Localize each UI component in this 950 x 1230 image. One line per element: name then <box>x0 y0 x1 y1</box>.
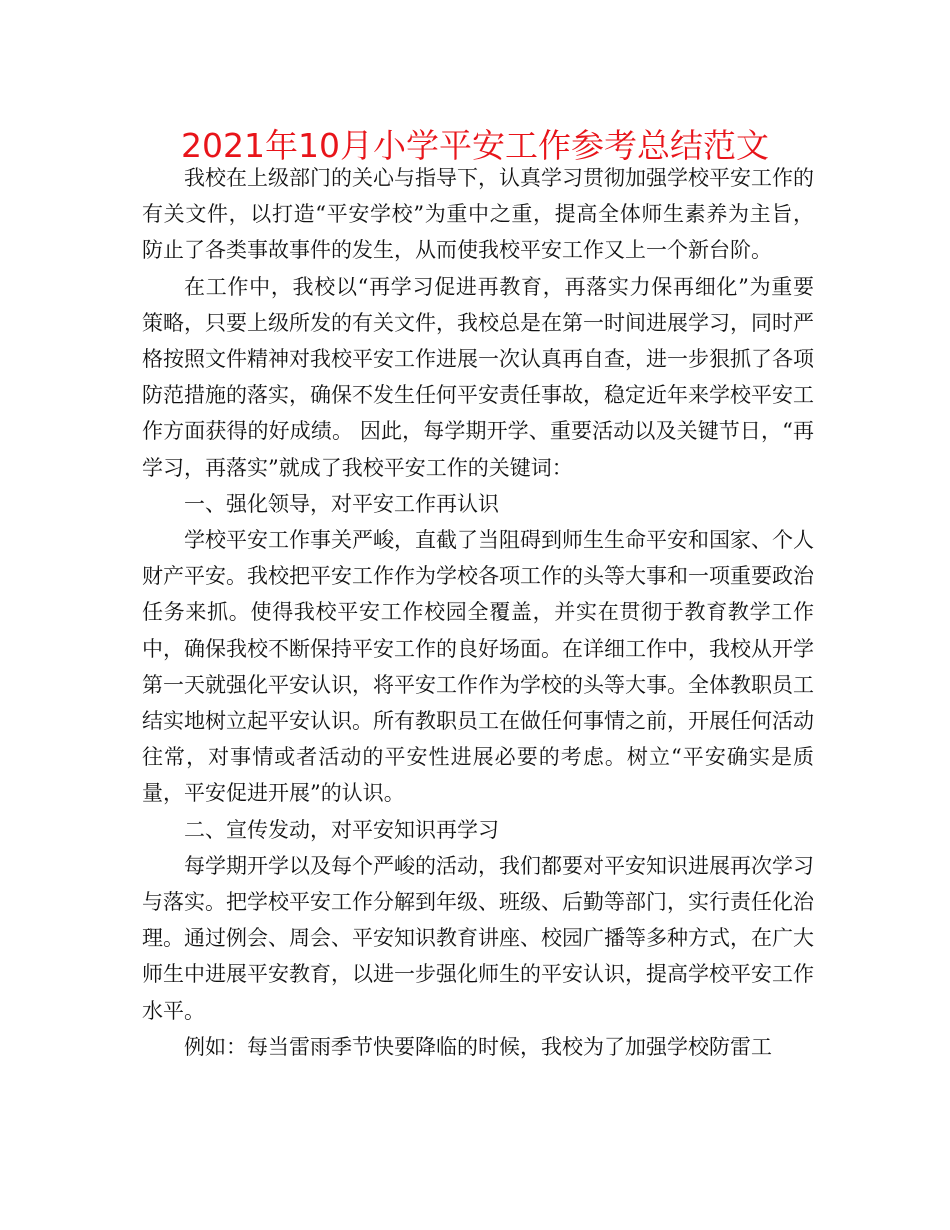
section-heading-1: 一、强化领导，对平安工作再认识 <box>184 491 499 516</box>
paragraph-leadership: 学校平安工作事关严峻，直截了当阻碍到师生生命平安和国家、个人财产平安。我校把平安工作作为学校各项工作的头等大事和一项重要政治任务来抓。使得我校平安工作校园全覆盖，并实在贯彻于教育教学工作中，确保我校不断保持平安工作的良好场面。在详细工作中，我校从开学第一天就强化平安认识，将平安工作作为学校的头等大事。全体教职员工结实地树立起平安认识。所有教职员工在做任何事情之前，开展任何活动往常，对事情或者活动的平安性进展必要的考虑。树立“平安确实是质量，平安促进开展”的认识。 <box>142 528 814 806</box>
paragraph-example: 例如：每当雷雨季节快要降临的时候，我校为了加强学校防雷工 <box>184 1034 772 1059</box>
paragraph-strategy: 在工作中，我校以“再学习促进再教育，再落实力保再细化”为重要策略，只要上级所发的有关文件，我校总是在第一时间进展学习，同时严格按照文件精神对我校平安工作进展一次认真再自查，进一步狠抓了各项防范措施的落实，确保不发生任何平安责任事故，稳定近年来学校平安工作方面获得的好成绩。 因此，每学期开学、重要活动以及关键节日，“再学习，再落实”就成了我校平安工作的关键词： <box>142 274 814 480</box>
section-heading-2: 二、宣传发动，对平安知识再学习 <box>184 817 499 842</box>
document-body <box>142 160 814 1065</box>
document-title: 2021年10月小学平安工作参考总结范文 <box>181 126 769 165</box>
paragraph-intro: 我校在上级部门的关心与指导下，认真学习贯彻加强学校平安工作的有关文件，以打造“平安学校”为重中之重，提高全体师生素养为主旨，防止了各类事故事件的发生，从而使我校平安工作又上一个新台阶。 <box>142 166 814 263</box>
paragraph-publicity: 每学期开学以及每个严峻的活动，我们都要对平安知识进展再次学习与落实。把学校平安工作分解到年级、班级、后勤等部门，实行责任化治理。通过例会、周会、平安知识教育讲座、校园广播等多种方式，在广大师生中进展平安教育，以进一步强化师生的平安认识，提高学校平安工作水平。 <box>142 853 814 1023</box>
